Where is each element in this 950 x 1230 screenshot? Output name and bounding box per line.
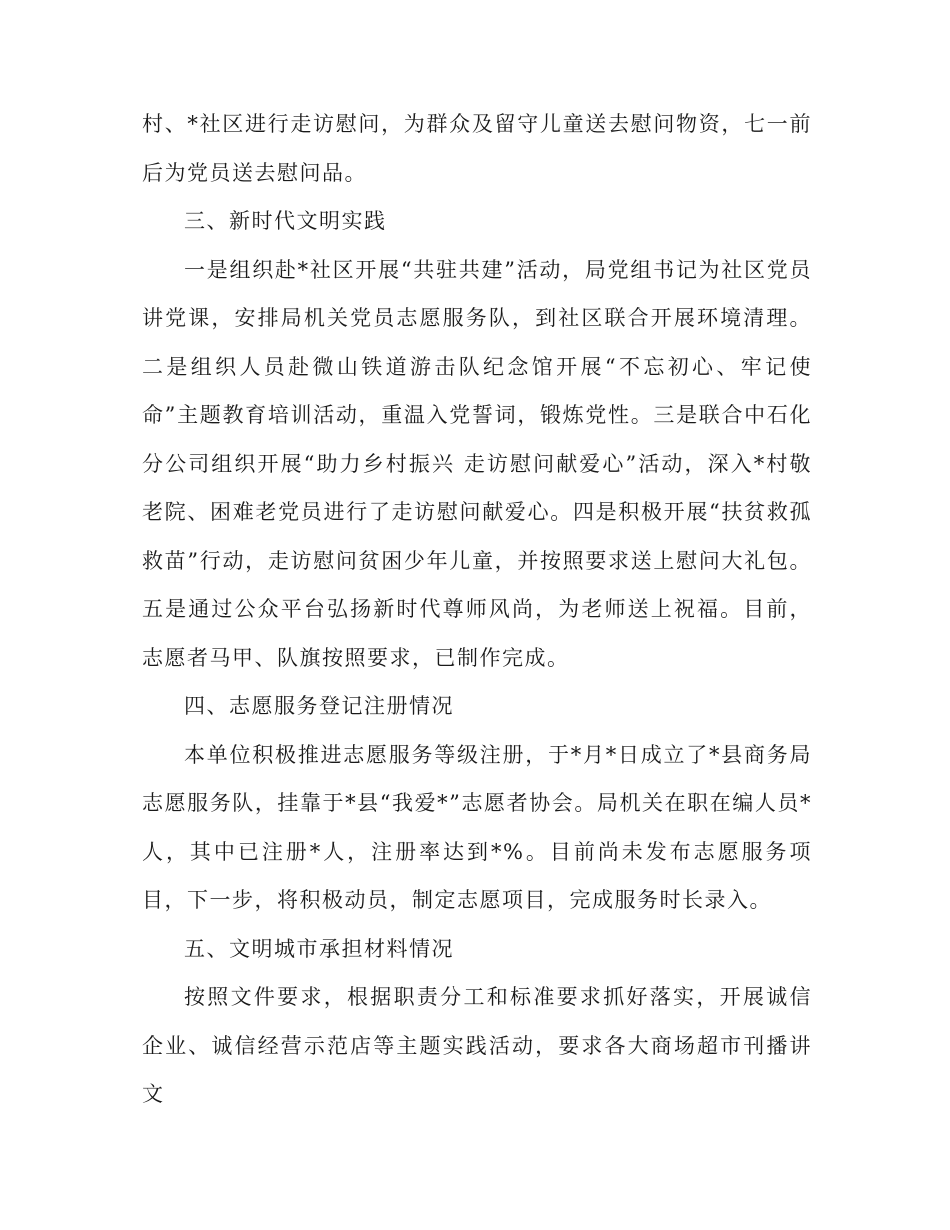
document-body bbox=[142, 100, 812, 1119]
section-heading-5: 五、文明城市承担材料情况 bbox=[184, 936, 454, 961]
section-heading-3: 三、新时代文明实践 bbox=[184, 209, 387, 233]
paragraph-continuation: 村、*社区进行走访慰问，为群众及留守儿童送去慰问物资，七一前后为党员送去慰问品。 bbox=[142, 112, 812, 185]
section-heading-4: 四、志愿服务登记注册情况 bbox=[184, 694, 454, 718]
paragraph-civilized-city-materials: 按照文件要求，根据职责分工和标准要求抓好落实，开展诚信企业、诚信经营示范店等主题实践活动，要求各大商场超市刊播讲文 bbox=[142, 985, 812, 1106]
paragraph-civilization-practice: 一是组织赴*社区开展“共驻共建”活动，局党组书记为社区党员讲党课，安排局机关党员志愿服务队，到社区联合开展环境清理。二是组织人员赴微山铁道游击队纪念馆开展“不忘初心、牢记使命”主题教育培训活动，重温入党誓词，锻炼党性。三是联合中石化分公司组织开展“助力乡村振兴 走访慰问献爱心”活动，深入*村敬老院、困难老党员进行了走访慰问献爱心。四是积极开展“扶贫救孤救苗”行动，走访慰问贫困少年儿童，并按照要求送上慰问大礼包。五是通过公众平台弘扬新时代尊师风尚，为老师送上祝福。目前，志愿者马甲、队旗按照要求，已制作完成。 bbox=[142, 257, 812, 670]
paragraph-volunteer-registration: 本单位积极推进志愿服务等级注册，于*月*日成立了*县商务局志愿服务队，挂靠于*县“我爱*”志愿者协会。局机关在职在编人员*人，其中已注册*人，注册率达到*%。目前尚未发布志愿服务项目，下一步，将积极动员，制定志愿项目，完成服务时长录入。 bbox=[142, 742, 812, 912]
